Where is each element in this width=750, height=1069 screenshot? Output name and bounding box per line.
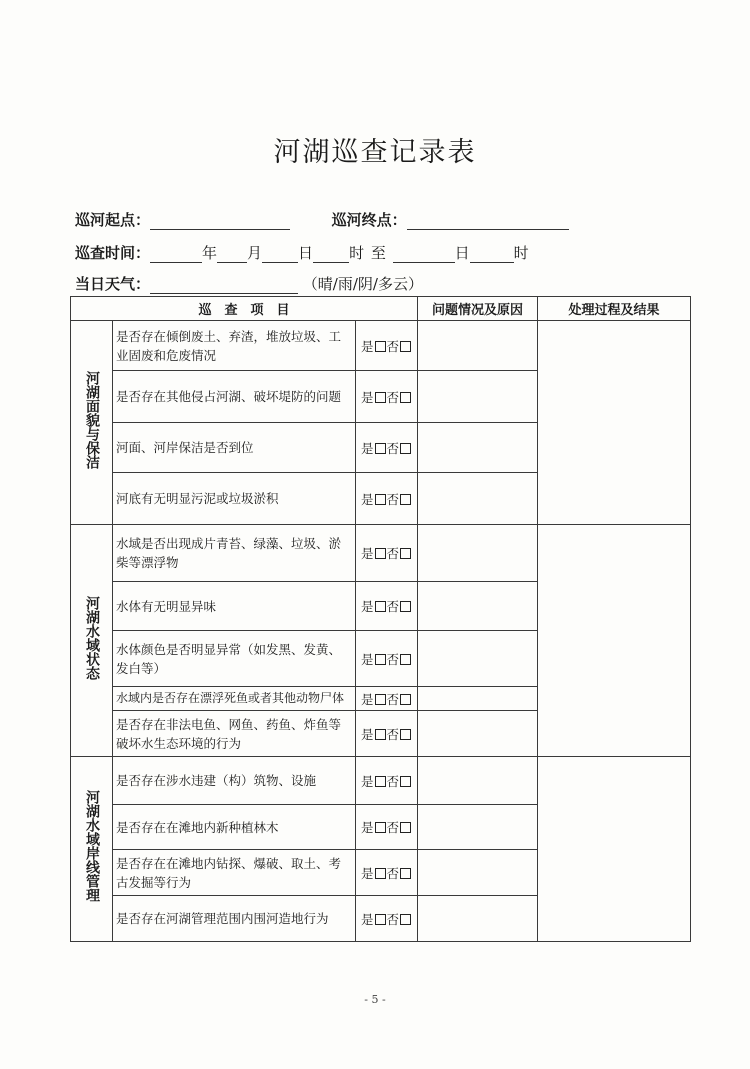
no-checkbox-icon[interactable] [400, 868, 411, 879]
yes-checkbox-icon[interactable] [375, 729, 386, 740]
weather-line [75, 273, 423, 294]
hour-blank [313, 246, 349, 263]
time-line [75, 242, 529, 263]
table-row [71, 757, 691, 805]
category-cell: 河湖面貌与保洁 [71, 321, 113, 525]
time-label: 巡查时间： [75, 244, 151, 262]
no-checkbox-icon[interactable] [400, 776, 411, 787]
yes-checkbox-icon[interactable] [375, 694, 386, 705]
problem-cell[interactable] [418, 850, 538, 896]
problem-cell[interactable] [418, 757, 538, 805]
item-text: 是否存在在滩地内钻探、爆破、取土、考古发掘等行为 [113, 850, 356, 896]
item-text: 是否存在涉水违建（构）筑物、设施 [113, 757, 356, 805]
weather-blank [150, 277, 298, 294]
problem-cell[interactable] [418, 896, 538, 942]
yes-no-checkbox[interactable]: 是 否 [356, 805, 418, 850]
yes-checkbox-icon[interactable] [375, 548, 386, 559]
yes-no-checkbox[interactable]: 是 否 [356, 321, 418, 371]
result-cell[interactable] [538, 757, 691, 942]
problem-cell[interactable] [418, 525, 538, 582]
yes-no-checkbox[interactable]: 是 否 [356, 687, 418, 711]
yes-no-checkbox[interactable]: 是 否 [356, 757, 418, 805]
yes-no-checkbox[interactable]: 是 否 [356, 473, 418, 525]
no-checkbox-icon[interactable] [400, 341, 411, 352]
day-blank [262, 246, 298, 263]
year-label: 年 [202, 244, 218, 262]
yes-no-checkbox[interactable]: 是 否 [356, 850, 418, 896]
yes-checkbox-icon[interactable] [375, 392, 386, 403]
header-problem: 问题情况及原因 [418, 297, 538, 321]
item-text: 是否存在在滩地内新种植林木 [113, 805, 356, 850]
problem-cell[interactable] [418, 687, 538, 711]
item-text: 河底有无明显污泥或垃圾淤积 [113, 473, 356, 525]
month-blank [217, 246, 247, 263]
yes-checkbox-icon[interactable] [375, 868, 386, 879]
no-checkbox-icon[interactable] [400, 654, 411, 665]
inspection-table [70, 296, 691, 942]
start-end-line [75, 209, 569, 230]
item-text: 水体颜色是否明显异常（如发黑、发黄、发白等） [113, 631, 356, 687]
item-text: 是否存在其他侵占河湖、破坏堤防的问题 [113, 371, 356, 423]
yes-checkbox-icon[interactable] [375, 776, 386, 787]
end-label: 巡河终点： [331, 211, 407, 229]
yes-no-checkbox[interactable]: 是 否 [356, 371, 418, 423]
no-checkbox-icon[interactable] [400, 548, 411, 559]
yes-no-checkbox[interactable]: 是 否 [356, 896, 418, 942]
start-blank [150, 213, 290, 230]
month-label: 月 [247, 244, 263, 262]
problem-cell[interactable] [418, 631, 538, 687]
no-checkbox-icon[interactable] [400, 443, 411, 454]
no-checkbox-icon[interactable] [400, 392, 411, 403]
problem-cell[interactable] [418, 473, 538, 525]
item-text: 是否存在倾倒废土、弃渣，堆放垃圾、工业固废和危废情况 [113, 321, 356, 371]
problem-cell[interactable] [418, 582, 538, 631]
yes-checkbox-icon[interactable] [375, 443, 386, 454]
item-text: 水域内是否存在漂浮死鱼或者其他动物尸体 [113, 687, 356, 711]
header-items: 巡 查 项 目 [71, 297, 418, 321]
yes-no-checkbox[interactable]: 是 否 [356, 582, 418, 631]
to-label: 至 [370, 244, 386, 262]
item-text: 水域是否出现成片青苔、绿藻、垃圾、淤柴等漂浮物 [113, 525, 356, 582]
yes-no-checkbox[interactable]: 是 否 [356, 711, 418, 757]
yes-checkbox-icon[interactable] [375, 341, 386, 352]
result-cell[interactable] [538, 525, 691, 757]
no-checkbox-icon[interactable] [400, 822, 411, 833]
table-row [71, 321, 691, 371]
weather-options: （晴/雨/阴/多云） [302, 275, 423, 293]
hour2-label: 时 [513, 244, 529, 262]
problem-cell[interactable] [418, 371, 538, 423]
weather-label: 当日天气： [75, 275, 151, 293]
no-checkbox-icon[interactable] [400, 601, 411, 612]
category-cell: 河湖水域状态 [71, 525, 113, 757]
no-checkbox-icon[interactable] [400, 729, 411, 740]
yes-no-checkbox[interactable]: 是 否 [356, 525, 418, 582]
table-row [71, 525, 691, 582]
problem-cell[interactable] [418, 805, 538, 850]
day-label: 日 [298, 244, 314, 262]
no-checkbox-icon[interactable] [400, 494, 411, 505]
day2-label: 日 [454, 244, 470, 262]
item-text: 是否存在河湖管理范围内围河造地行为 [113, 896, 356, 942]
item-text: 水体有无明显异味 [113, 582, 356, 631]
yes-checkbox-icon[interactable] [375, 494, 386, 505]
no-checkbox-icon[interactable] [400, 914, 411, 925]
yes-no-checkbox[interactable]: 是 否 [356, 631, 418, 687]
yes-no-checkbox[interactable]: 是 否 [356, 423, 418, 473]
yes-checkbox-icon[interactable] [375, 914, 386, 925]
yes-checkbox-icon[interactable] [375, 601, 386, 612]
problem-cell[interactable] [418, 321, 538, 371]
item-text: 河面、河岸保洁是否到位 [113, 423, 356, 473]
page-title: 河湖巡查记录表 [273, 137, 477, 168]
category-cell: 河湖水域岸线管理 [71, 757, 113, 942]
day2-blank [393, 246, 455, 263]
header-row [71, 297, 691, 321]
result-cell[interactable] [538, 321, 691, 525]
problem-cell[interactable] [418, 711, 538, 757]
yes-checkbox-icon[interactable] [375, 822, 386, 833]
hour2-blank [470, 246, 514, 263]
page-number: - 5 - [364, 993, 386, 1006]
yes-checkbox-icon[interactable] [375, 654, 386, 665]
start-label: 巡河起点： [75, 211, 151, 229]
item-text: 是否存在非法电鱼、网鱼、药鱼、炸鱼等破坏水生态环境的行为 [113, 711, 356, 757]
no-checkbox-icon[interactable] [400, 694, 411, 705]
end-blank [407, 213, 569, 230]
year-blank [150, 246, 202, 263]
hour-label: 时 [349, 244, 365, 262]
header-result: 处理过程及结果 [538, 297, 691, 321]
problem-cell[interactable] [418, 423, 538, 473]
